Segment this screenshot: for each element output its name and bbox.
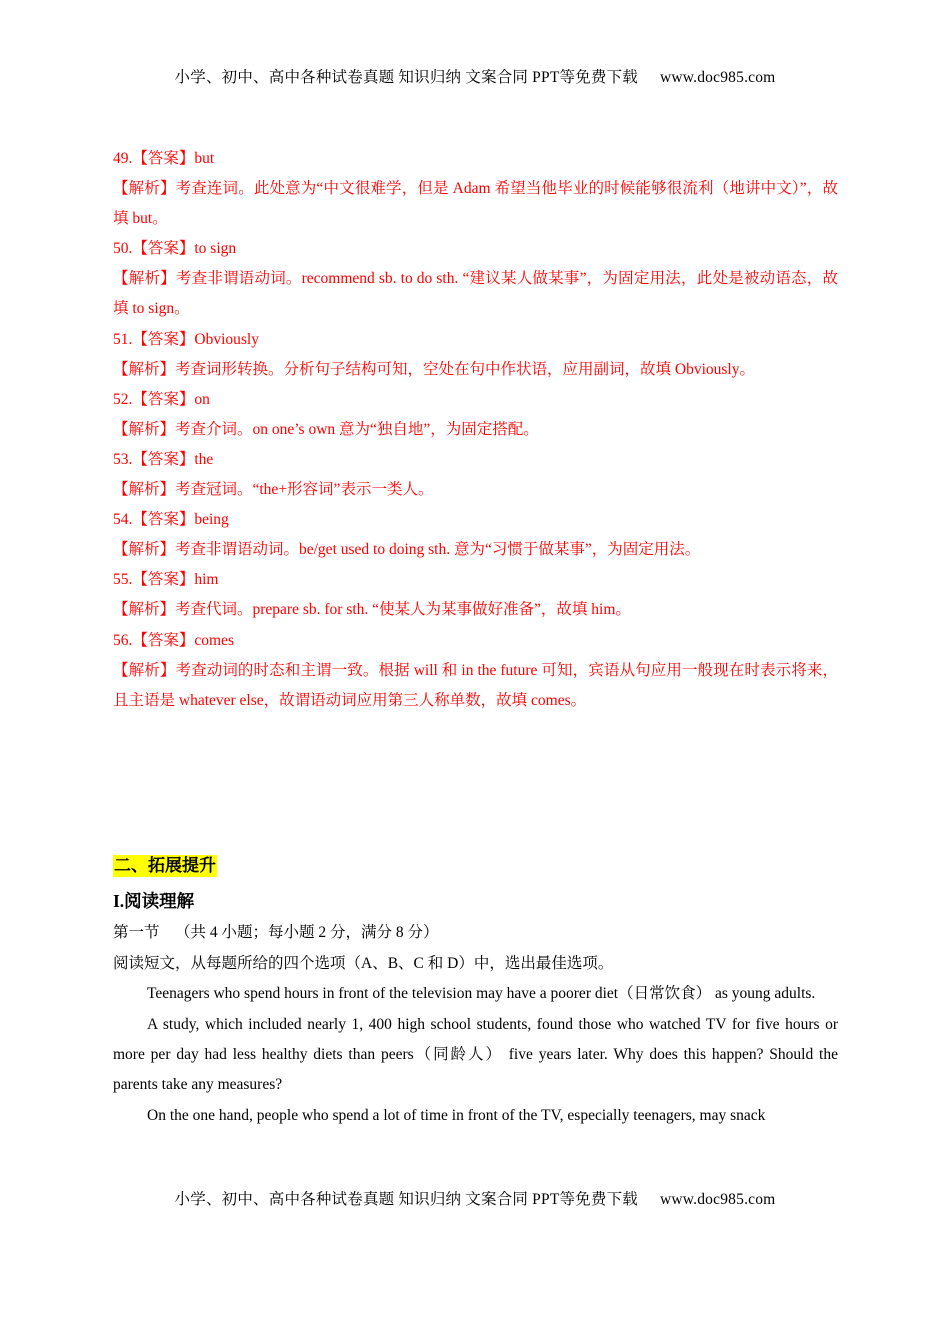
footer-text: 小学、初中、高中各种试卷真题 知识归纳 文案合同 PPT等免费下载 — [174, 1191, 638, 1208]
answer-line: 53.【答案】the — [113, 450, 214, 468]
passage-paragraph: On the one hand, people who spend a lot of time in front of the TV, especially teenagers, may snack — [147, 1106, 766, 1124]
analysis-paragraph: 【解析】考查非谓语动词。be/get used to doing sth. 意为“习惯于做某事”，为固定用法。 — [113, 541, 701, 559]
analysis-paragraph: 【解析】考查代词。prepare sb. for sth. “使某人为某事做好准备”，故填 him。 — [113, 601, 631, 619]
section-title: 二、拓展提升 — [114, 856, 216, 875]
part-title: I.阅读理解 — [113, 891, 195, 912]
answer-key — [113, 144, 838, 716]
passage-paragraph: Teenagers who spend hours in front of the television may have a poorer diet（日常饮食） as young adults. — [147, 985, 816, 1003]
answer-line: 54.【答案】being — [113, 511, 229, 529]
analysis-paragraph: 【解析】考查词形转换。分析句子结构可知，空处在句中作状语，应用副词，故填 Obviously。 — [113, 360, 755, 378]
header-text: 小学、初中、高中各种试卷真题 知识归纳 文案合同 PPT等免费下载 — [174, 69, 638, 86]
footer-url: www.doc985.com — [659, 1191, 776, 1208]
answer-line: 55.【答案】him — [113, 571, 219, 589]
answer-line: 52.【答案】on — [113, 390, 210, 408]
analysis-paragraph: 【解析】考查非谓语动词。recommend sb. to do sth. “建议某人做某事”，为固定用法，此处是被动语态，故填 to sign。 — [113, 270, 838, 318]
page-footer — [0, 1190, 950, 1210]
analysis-paragraph: 【解析】考查介词。on one’s own 意为“独自地”，为固定搭配。 — [113, 420, 539, 438]
answer-line: 51.【答案】Obviously — [113, 330, 259, 348]
answer-line: 50.【答案】to sign — [113, 240, 237, 258]
analysis-paragraph: 【解析】考查连词。此处意为“中文很难学，但是 Adam 希望当他毕业的时候能够很流利（地讲中文）”，故填 but。 — [113, 180, 838, 228]
analysis-paragraph: 【解析】考查动词的时态和主谓一致。根据 will 和 in the future 可知，宾语从句应用一般现在时表示将来，且主语是 whatever else，故谓语动词应用第三人称单数，故填 comes。 — [113, 661, 838, 709]
answer-line: 49.【答案】but — [113, 150, 215, 167]
header-url: www.doc985.com — [659, 69, 776, 86]
passage-paragraph: A study, which included nearly 1, 400 high school students, found those who watched TV for five hours or more per day had less healthy diets than peers（同龄人） five years later. Why does this happen? Should the parents take any measures? — [113, 1015, 838, 1094]
analysis-paragraph: 【解析】考查冠词。“the+形容词”表示一类人。 — [113, 481, 434, 499]
extension-section — [113, 852, 838, 1131]
page-header — [0, 68, 950, 88]
instruction: 阅读短文，从每题所给的四个选项（A、B、C 和 D）中，选出最佳选项。 — [113, 954, 614, 972]
answer-line: 56.【答案】comes — [113, 631, 234, 649]
subsection-info: 第一节 （共 4 小题；每小题 2 分，满分 8 分） — [113, 924, 439, 942]
